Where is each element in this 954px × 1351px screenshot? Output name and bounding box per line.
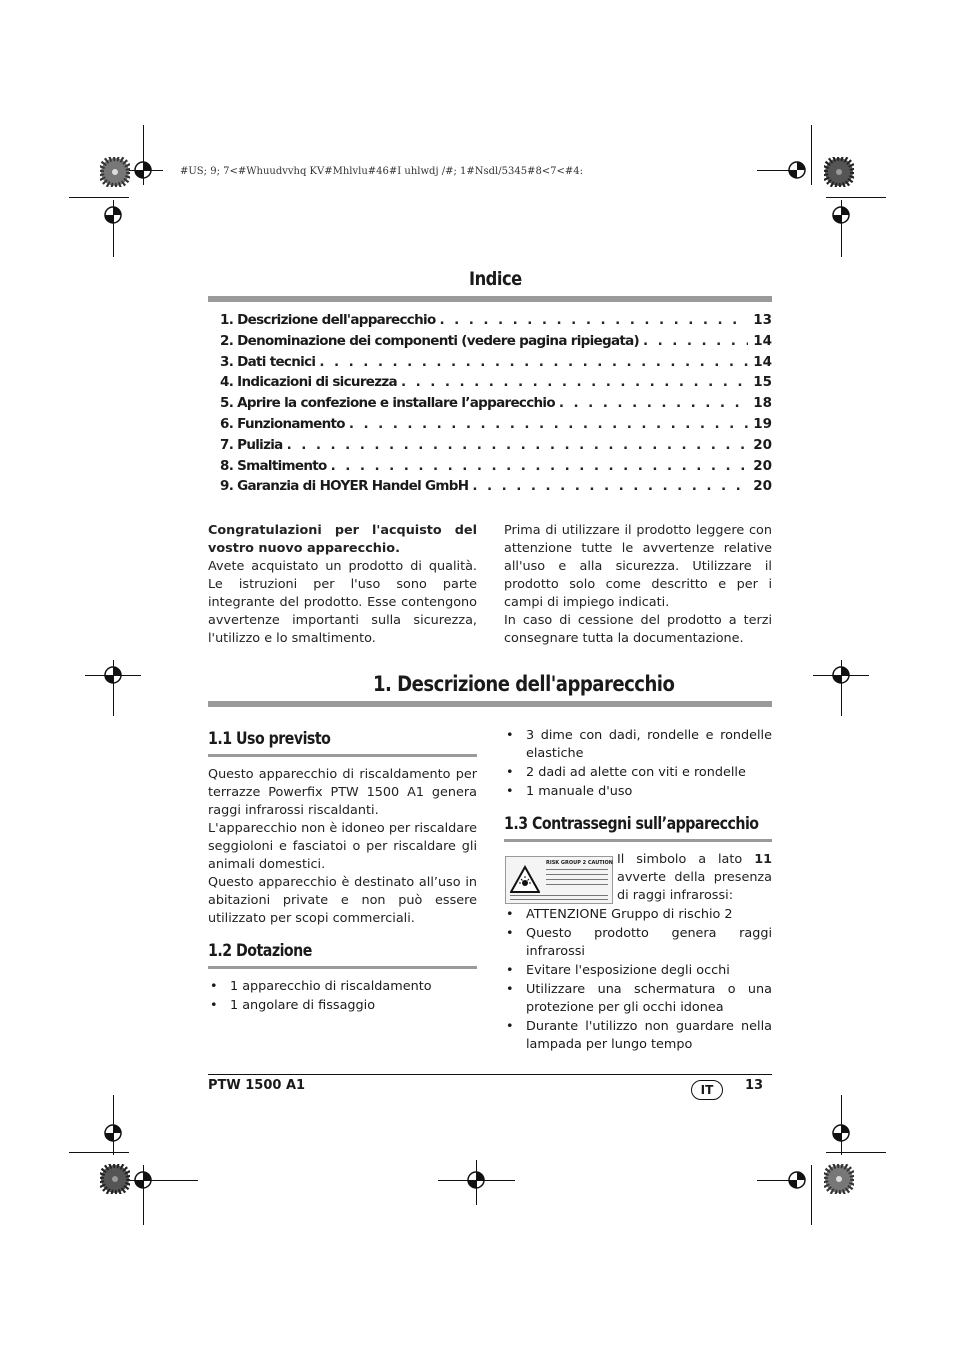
reference-number: 11: [754, 852, 772, 867]
toc-entry[interactable]: 6. Funzionamento . . . 19: [220, 416, 772, 437]
toc-entry[interactable]: 9. Garanzia di HOYER Handel GmbH . . . 20: [220, 478, 772, 499]
laser-warning-icon: [510, 865, 540, 895]
intro-paragraph: In caso di cessione del prodotto a terzi consegnare tutta la documentazione.: [504, 613, 772, 646]
list-item: • Utilizzare una schermatura o una protezione per gli occhi idonea: [504, 981, 772, 1017]
registration-target-icon: [131, 1168, 155, 1192]
list-item: • 3 dime con dadi, rondelle e rondelle elastiche: [504, 727, 772, 763]
registration-target-icon: [829, 203, 853, 227]
intended-use-text: [208, 766, 477, 928]
label-fine-print: [510, 895, 608, 900]
subsection-title: 1.2 Dotazione: [208, 941, 312, 960]
symbol-description: Il simbolo a lato 11 avverte della presenza di raggi infrarossi:: [617, 852, 772, 903]
toc-entry[interactable]: 7. Pulizia . . . 20: [220, 437, 772, 458]
paragraph: Questo apparecchio di riscaldamento per terrazze Powerfix PTW 1500 A1 genera raggi infrarossi riscaldanti.: [208, 767, 477, 818]
registration-target-icon: [131, 158, 155, 182]
intro-left-column: [208, 522, 477, 648]
toc-entry[interactable]: 8. Smaltimento . . . 20: [220, 458, 772, 479]
table-of-contents: [220, 312, 772, 499]
footer-model: PTW 1500 A1: [208, 1078, 306, 1093]
page-number: 13: [745, 1078, 764, 1093]
toc-entry[interactable]: 2. Denominazione dei componenti (vedere pagina ripiegata) . . . 14: [220, 333, 772, 354]
supply-list: [208, 978, 477, 1016]
list-item: • 1 manuale d'uso: [504, 783, 772, 801]
registration-target-icon: [829, 663, 853, 687]
registration-target-icon: [464, 1168, 488, 1192]
supply-list-continued: [504, 727, 772, 802]
label-fine-print: [546, 869, 608, 889]
toc-title: Indice: [469, 268, 522, 290]
toc-rule: [208, 296, 772, 302]
registration-target-icon: [785, 158, 809, 182]
toc-entry[interactable]: 5. Aprire la confezione e installare l’apparecchio . . . 18: [220, 395, 772, 416]
registration-target-icon: [101, 663, 125, 687]
list-item: • Durante l'utilizzo non guardare nella lampada per lungo tempo: [504, 1018, 772, 1054]
footer-rule: [208, 1074, 772, 1075]
registration-target-icon: [101, 1121, 125, 1145]
toc-entry[interactable]: 4. Indicazioni di sicurezza . . . 15: [220, 374, 772, 395]
subsection-rule: [208, 966, 477, 969]
warning-list: [504, 906, 772, 1055]
subsection-rule: [504, 839, 772, 842]
section-title: 1. Descrizione dell'apparecchio: [373, 672, 675, 696]
paragraph: L'apparecchio non è idoneo per riscaldare seggioloni e fasciatoi o per riscaldare gli animali domestici.: [208, 821, 477, 872]
intro-text: Avete acquistato un prodotto di qualità. Le istruzioni per l'uso sono parte integrante del prodotto. Esse contengono avvertenze importanti sulla sicurezza, l'utilizzo e lo smaltimento.: [208, 559, 477, 646]
infrared-warning-label: [505, 856, 613, 904]
language-badge: IT: [691, 1080, 723, 1100]
label-heading: RISK GROUP 2 CAUTION: [546, 860, 613, 866]
list-item: • Questo prodotto genera raggi infrarossi: [504, 925, 772, 961]
subsection-title: 1.3 Contrassegni sull’apparecchio: [504, 814, 759, 833]
registration-target-icon: [101, 203, 125, 227]
color-wheel-icon: [100, 1164, 130, 1194]
registration-target-icon: [829, 1121, 853, 1145]
list-item: • 1 apparecchio di riscaldamento: [208, 978, 477, 996]
list-item: • 1 angolare di fissaggio: [208, 997, 477, 1015]
registration-target-icon: [785, 1168, 809, 1192]
print-code: #US; 9; 7<#Whuudvvhq KV#Mhlvlu#46#I uhlwdj /#; 1#Nsdl/5345#8<7<#4:: [180, 166, 584, 177]
intro-paragraph: Prima di utilizzare il prodotto leggere con attenzione tutte le avvertenze relative all'uso e alla sicurezza. Utilizzare il prodotto solo come descritto e per i campi di impiego indicati.: [504, 523, 772, 610]
paragraph: Questo apparecchio è destinato all’uso in abitazioni private e non può essere utilizzato per scopi commerciali.: [208, 875, 477, 926]
subsection-rule: [208, 754, 477, 757]
list-item: • ATTENZIONE Gruppo di rischio 2: [504, 906, 772, 924]
toc-entry[interactable]: 1. Descrizione dell'apparecchio . . . 13: [220, 312, 772, 333]
color-wheel-icon: [100, 157, 130, 187]
intro-right-column: [504, 522, 772, 648]
intro-lead: Congratulazioni per l'acquisto del vostro nuovo apparecchio.: [208, 523, 477, 556]
section-rule: [208, 701, 772, 707]
toc-entry[interactable]: 3. Dati tecnici . . . 14: [220, 354, 772, 375]
list-item: • Evitare l'esposizione degli occhi: [504, 962, 772, 980]
color-wheel-icon: [824, 157, 854, 187]
subsection-title: 1.1 Uso previsto: [208, 729, 331, 748]
color-wheel-icon: [824, 1164, 854, 1194]
list-item: • 2 dadi ad alette con viti e rondelle: [504, 764, 772, 782]
